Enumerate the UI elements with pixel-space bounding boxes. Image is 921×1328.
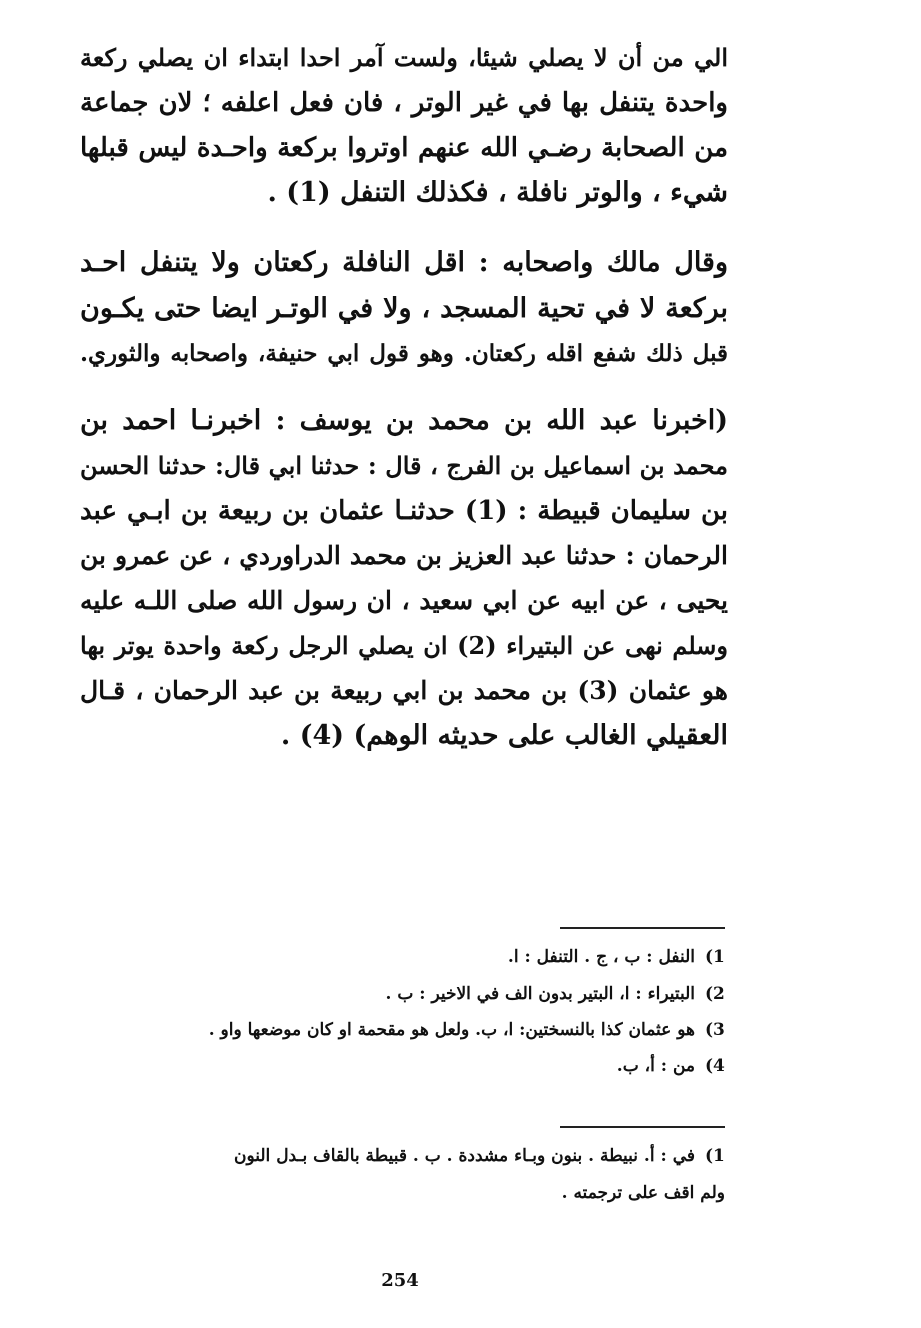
footnote-number: 1) — [705, 947, 725, 967]
text-line: الي من أن لا يصلي شيئا، ولست آمر احدا ابتداء ان يصلي ركعة — [80, 43, 728, 72]
footnote — [234, 1143, 725, 1169]
footnote — [209, 1017, 725, 1043]
text-line: من الصحابة رضـي الله عنهم اوتروا بركعة واحـدة ليس قبلها — [80, 133, 728, 163]
footnote-text: ولم اقف على ترجمته . — [561, 1183, 725, 1203]
footnote — [508, 944, 725, 970]
footnote-separator — [560, 927, 725, 929]
footnote — [562, 1180, 725, 1206]
text-line: واحدة يتنفل بها في غير الوتر ، فان فعل اعلفه ؛ لان جماعة — [80, 88, 728, 118]
footnote-text: هو عثمان كذا بالنسختين: ا، ب. ولعل هو مقحمة او كان موضعها واو . — [208, 1020, 695, 1040]
footnote-number: 2) — [705, 984, 725, 1004]
text-line: الرحمان : حدثنا عبد العزيز بن محمد الدراوردي ، عن عمرو بن — [80, 541, 728, 570]
text-line: محمد بن اسماعيل بن الفرج ، قال : حدثنا ابي قال: حدثنا الحسن — [80, 451, 728, 480]
text-line: بركعة لا في تحية المسجد ، ولا في الوتـر ايضا حتى يكـون — [80, 293, 728, 324]
text-line: بن سليمان قبيطة : (1) حدثنـا عثمان بن ربيعة بن ابـي عبد — [80, 496, 728, 526]
page-number: 254 — [381, 1270, 419, 1291]
text-line: وقال مالك واصحابه : اقل النافلة ركعتان ولا يتنفل احـد — [80, 247, 728, 278]
text-line: وسلم نهى عن البتيراء (2) ان يصلي الرجل ركعة واحدة يوتر بها — [80, 631, 728, 660]
text-line: شيء ، والوتر نافلة ، فكذلك التنفل (1) . — [267, 177, 728, 208]
footnote — [385, 981, 725, 1007]
text-line: قبل ذلك شفع اقله ركعتان. وهو قول ابي حنيفة، واصحابه والثوري. — [80, 340, 728, 367]
footnote-text: من : أ، ب. — [616, 1056, 695, 1076]
text-line: يحيى ، عن ابيه عن ابي سعيد ، ان رسول الله صلى اللـه عليه — [80, 586, 728, 615]
footnote-number: 1) — [705, 1146, 725, 1166]
footnote-text: في : أ. نبيطة . بنون وبـاء مشددة . ب . قبيطة بالقاف بـدل النون — [233, 1146, 695, 1166]
footnote — [617, 1053, 725, 1079]
footnote-separator — [560, 1126, 725, 1128]
footnote-number: 4) — [705, 1056, 725, 1076]
footnote-text: النفل : ب ، ج . التنفل : ا. — [507, 947, 695, 967]
text-line: (اخبرنا عبد الله بن محمد بن يوسف : اخبرنـا احمد بن — [80, 405, 728, 436]
text-line: هو عثمان (3) بن محمد بن ابي ربيعة بن عبد الرحمان ، قـال — [80, 676, 728, 705]
footnote-text: البتيراء : ا، البتير بدون الف في الاخير : ب . — [385, 984, 695, 1004]
footnote-number: 3) — [705, 1020, 725, 1040]
text-line: العقيلي الغالب على حديثه الوهم) (4) . — [280, 720, 728, 751]
